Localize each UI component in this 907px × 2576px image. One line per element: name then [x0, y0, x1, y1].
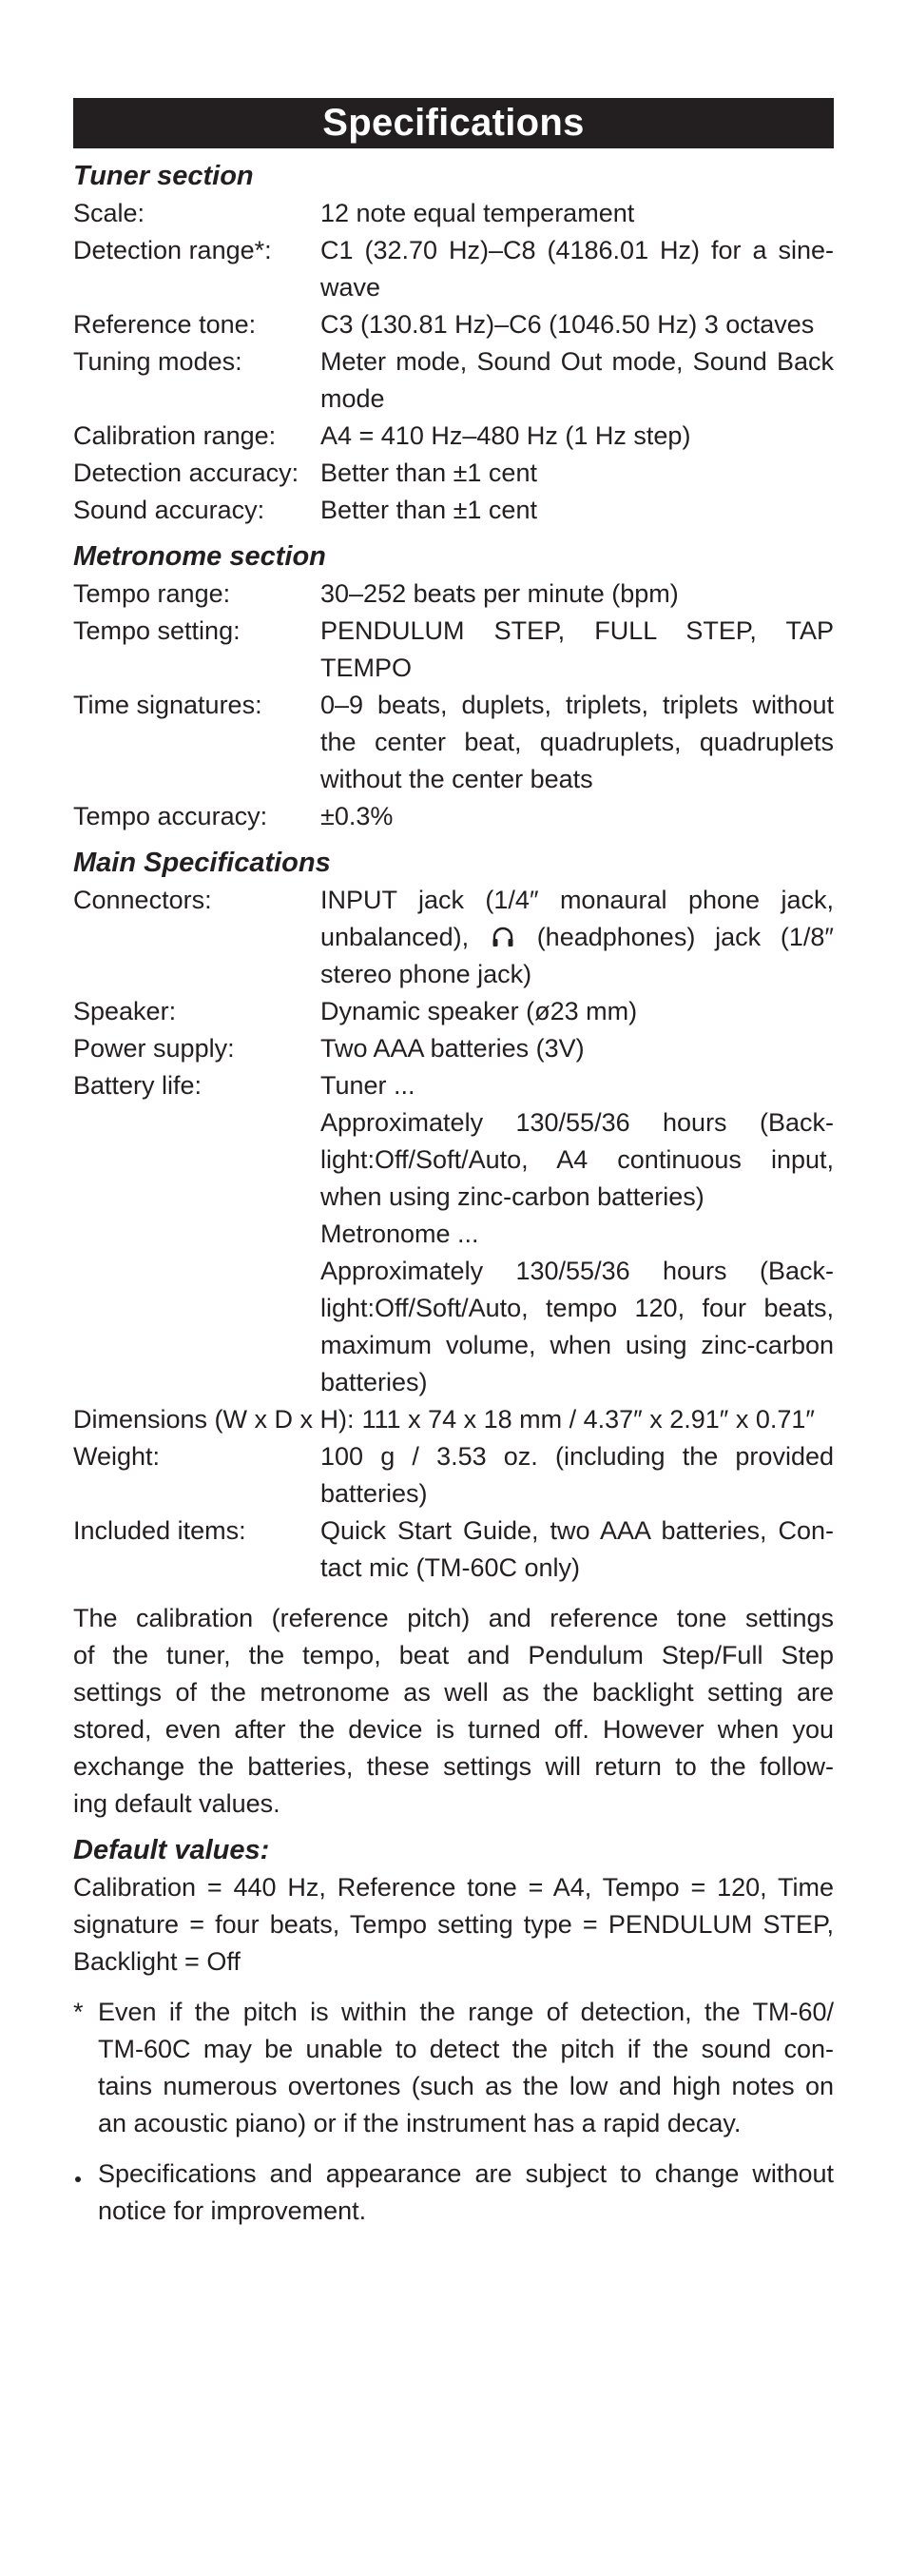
spec-tuning-modes	[73, 343, 834, 418]
spec-value	[320, 1512, 834, 1587]
spec-label: Battery life:	[73, 1071, 203, 1100]
spec-value-line: Dynamic speaker (ø23 mm)	[320, 997, 638, 1025]
spec-value	[320, 798, 834, 835]
spec-value-line: tact mic (TM-60C only)	[320, 1553, 581, 1582]
spec-value-line: 30–252 beats per minute (bpm)	[320, 579, 679, 608]
metronome-section-heading: Metronome section	[73, 541, 326, 572]
spec-value	[320, 882, 834, 993]
spec-detection-accuracy	[73, 455, 834, 492]
change-notice-text	[98, 2156, 834, 2230]
spec-value	[320, 1030, 834, 1067]
spec-dimensions	[73, 1401, 834, 1438]
paragraph-line: TM-60C may be unable to detect the pitch if the sound con-	[98, 2035, 834, 2063]
spec-value-line: maximum volume, when using zinc-carbon	[320, 1331, 834, 1359]
paragraph-line: settings of the metronome as well as the backlight setting are	[73, 1678, 834, 1707]
content	[73, 98, 834, 2230]
spec-value	[320, 1438, 834, 1512]
spec-value-line: Quick Start Guide, two AAA batteries, Con-	[320, 1516, 834, 1545]
paragraph-line: The calibration (reference pitch) and reference tone settings	[73, 1604, 834, 1632]
spec-value-line: batteries)	[320, 1479, 428, 1508]
paragraph-line: tains numerous overtones (such as the low and high notes on	[98, 2072, 834, 2100]
footnote-asterisk: *	[73, 1998, 84, 2026]
spec-value-line: 12 note equal temperament	[320, 199, 635, 227]
default-values-text	[73, 1869, 834, 1981]
main-specifications-heading: Main Specifications	[73, 848, 331, 878]
spec-tempo-setting	[73, 613, 834, 687]
spec-value	[320, 613, 834, 687]
spec-value-line: ±0.3%	[320, 802, 394, 830]
paragraph-line: Even if the pitch is within the range of detection, the TM-60/	[98, 1998, 834, 2026]
spec-connectors	[73, 882, 834, 993]
bullet-marker	[73, 2156, 98, 2230]
settings-storage-paragraph	[73, 1600, 834, 1823]
spec-value-line: without the center beats	[320, 765, 593, 793]
spec-label: Weight:	[73, 1442, 161, 1471]
spec-tempo-range	[73, 576, 834, 613]
spec-value	[320, 343, 834, 418]
connector-headphones-text: (headphones) jack (1/8″	[536, 923, 834, 951]
spec-value	[355, 1401, 834, 1438]
spec-value-line: Tuner ...	[320, 1071, 415, 1100]
spec-included-items	[73, 1512, 834, 1587]
spec-value	[320, 687, 834, 798]
spec-value-line	[320, 919, 834, 956]
paragraph-line: signature = four beats, Tempo setting type = PENDULUM STEP,	[73, 1910, 834, 1939]
spec-label: Reference tone:	[73, 310, 257, 339]
spec-value-line: 111 x 74 x 18 mm / 4.37″ x 2.91″ x 0.71″	[361, 1405, 815, 1434]
spec-value-line: 100 g / 3.53 oz. (including the provided	[320, 1442, 834, 1471]
spec-tempo-accuracy	[73, 798, 834, 835]
page-title: Specifications	[73, 98, 834, 148]
spec-value-line: Approximately 130/55/36 hours (Back-	[320, 1108, 834, 1137]
spec-label: Detection accuracy:	[73, 459, 299, 487]
spec-value-line: Metronome ...	[320, 1220, 479, 1248]
spec-reference-tone	[73, 306, 834, 343]
paragraph-line: exchange the batteries, these settings will return to the follow-	[73, 1752, 834, 1781]
footnote-text	[98, 1994, 834, 2142]
spec-value	[320, 455, 834, 492]
spec-label: Included items:	[73, 1516, 246, 1545]
spec-time-signatures	[73, 687, 834, 798]
spec-value	[320, 418, 834, 455]
change-notice-note	[73, 2156, 834, 2230]
spec-calibration-range	[73, 418, 834, 455]
spec-label: Power supply:	[73, 1034, 235, 1063]
spec-label: Time signatures:	[73, 691, 262, 719]
paragraph-line: Calibration = 440 Hz, Reference tone = A4, Tempo = 120, Time	[73, 1873, 834, 1902]
spec-value-line: stereo phone jack)	[320, 960, 532, 988]
spec-value-line: batteries)	[320, 1368, 428, 1396]
connector-unbalanced-text: unbalanced),	[320, 923, 470, 951]
paragraph-line: stored, even after the device is turned off. However when you	[73, 1715, 834, 1744]
spec-value	[320, 492, 834, 529]
spec-value	[320, 576, 834, 613]
spec-value	[320, 993, 834, 1030]
spec-value-line: PENDULUM STEP, FULL STEP, TAP TEMPO	[320, 616, 834, 682]
spec-value	[320, 306, 834, 343]
spec-label: Sound accuracy:	[73, 496, 265, 524]
spec-value-line: Approximately 130/55/36 hours (Back-	[320, 1257, 834, 1285]
headphones-icon	[491, 926, 515, 948]
spec-value-line: C1 (32.70 Hz)–C8 (4186.01 Hz) for a sine-	[320, 236, 834, 264]
spec-value-line: A4 = 410 Hz–480 Hz (1 Hz step)	[320, 421, 691, 450]
spec-label: Tempo accuracy:	[73, 802, 268, 830]
spec-label: Dimensions (W x D x H):	[73, 1405, 355, 1434]
spec-label: Connectors:	[73, 886, 212, 914]
spec-label: Scale:	[73, 199, 145, 227]
spec-value-line: Two AAA batteries (3V)	[320, 1034, 585, 1063]
spec-label: Detection range*:	[73, 236, 272, 264]
spec-value-line: light:Off/Soft/Auto, tempo 120, four beats,	[320, 1294, 834, 1322]
spec-detection-range	[73, 232, 834, 306]
spec-weight	[73, 1438, 834, 1512]
spec-value-line: mode	[320, 384, 385, 413]
detection-footnote	[73, 1994, 834, 2142]
spec-battery-life	[73, 1067, 834, 1401]
paragraph-line: of the tuner, the tempo, beat and Pendulum Step/Full Step	[73, 1641, 834, 1669]
bullet-dot-icon	[75, 2176, 81, 2182]
spec-value-line: Meter mode, Sound Out mode, Sound Back	[320, 347, 834, 376]
spec-value-line: INPUT jack (1/4″ monaural phone jack,	[320, 886, 834, 914]
paragraph-line: notice for improvement.	[98, 2196, 367, 2225]
spec-value	[320, 232, 834, 306]
spec-label: Speaker:	[73, 997, 177, 1025]
spec-value-line: when using zinc-carbon batteries)	[320, 1182, 704, 1211]
spec-value	[320, 195, 834, 232]
spec-value-line: C3 (130.81 Hz)–C6 (1046.50 Hz) 3 octaves	[320, 310, 815, 339]
spec-power-supply	[73, 1030, 834, 1067]
spec-label: Tempo setting:	[73, 616, 241, 645]
spec-value-line: the center beat, quadruplets, quadruplets	[320, 728, 834, 756]
tuner-section-heading: Tuner section	[73, 161, 254, 191]
spec-scale	[73, 195, 834, 232]
paragraph-line: Specifications and appearance are subject to change without	[98, 2159, 834, 2188]
spec-sound-accuracy	[73, 492, 834, 529]
spec-value-line: Better than ±1 cent	[320, 459, 537, 487]
spec-value-line: 0–9 beats, duplets, triplets, triplets without	[320, 691, 834, 719]
spec-value	[320, 1067, 834, 1401]
paragraph-line: ing default values.	[73, 1789, 280, 1818]
spec-value-line: light:Off/Soft/Auto, A4 continuous input,	[320, 1145, 834, 1174]
spec-speaker	[73, 993, 834, 1030]
spec-value-line: wave	[320, 273, 381, 302]
spec-value-line: Better than ±1 cent	[320, 496, 537, 524]
paragraph-line: an acoustic piano) or if the instrument has a rapid decay.	[98, 2109, 742, 2137]
spec-label: Calibration range:	[73, 421, 277, 450]
spec-label: Tempo range:	[73, 579, 231, 608]
spec-label: Tuning modes:	[73, 347, 242, 376]
default-values-heading: Default values:	[73, 1835, 270, 1865]
paragraph-line: Backlight = Off	[73, 1947, 241, 1976]
